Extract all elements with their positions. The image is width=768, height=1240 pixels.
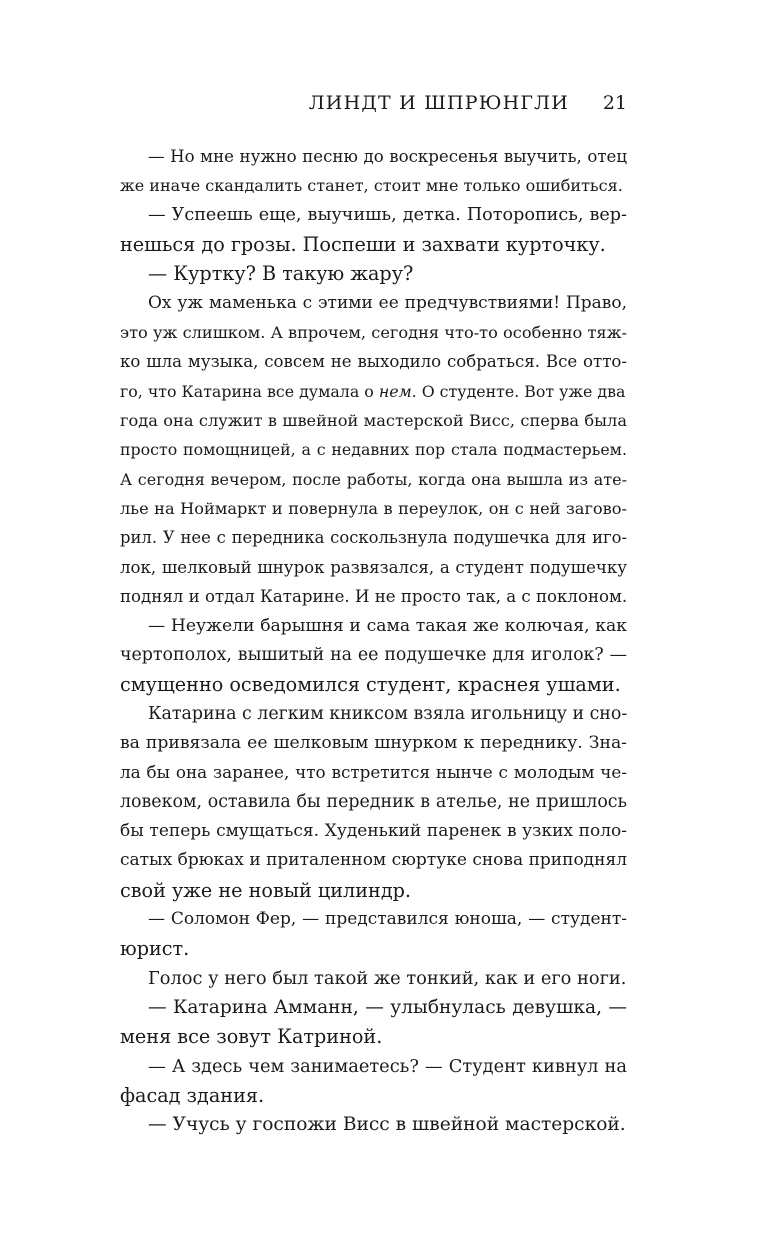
text-line: лье на Ноймаркт и повернула в переулок, он с ней загово- bbox=[120, 499, 627, 519]
text-line: — Неужели барышня и сама такая же колючая, как bbox=[148, 615, 627, 636]
text-line: ва привязала ее шелковым шнурком к переднику. Зна- bbox=[120, 732, 627, 753]
text-line: фасад здания. bbox=[120, 1084, 265, 1107]
text-line: Катарина с легким книксом взяла игольницу и сно- bbox=[148, 703, 628, 724]
text-line: смущенно осведомился студент, краснея ушами. bbox=[120, 673, 621, 697]
text-line: рил. У нее с передника соскользнула подушечка для иго- bbox=[120, 528, 627, 548]
text-line: свой уже не новый цилиндр. bbox=[120, 878, 412, 902]
text-line: ла бы она заранее, что встретится нынче с молодым че- bbox=[120, 762, 627, 783]
running-header bbox=[120, 92, 627, 120]
text-line: просто помощницей, а с недавних пор стала подмастерьем. bbox=[120, 440, 627, 460]
text-segment: . О студенте. Вот уже два bbox=[411, 381, 626, 401]
text-line: сатых брюках и приталенном сюртуке снова приподнял bbox=[120, 850, 627, 871]
text-line: года она служит в швейной мастерской Висс, сперва была bbox=[120, 411, 627, 431]
text-line: ко шла музыка, совсем не выходило собраться. Все отто- bbox=[120, 352, 627, 372]
text-line: нешься до грозы. Поспеши и захвати курточку. bbox=[120, 233, 606, 257]
running-title: ЛИНДТ И ШПРЮНГЛИ bbox=[308, 92, 569, 114]
italic-emphasis: нем bbox=[378, 381, 412, 401]
text-line: — Учусь у госпожи Висс в швейной мастерской. bbox=[148, 1114, 626, 1136]
text-line: юрист. bbox=[120, 937, 190, 961]
text-line: — Успеешь еще, выучишь, детка. Поторопись, вер- bbox=[148, 204, 627, 225]
text-line: Ох уж маменька с этими ее предчувствиями! Право, bbox=[148, 292, 627, 313]
text-line: — Соломон Фер, — представился юноша, — студент- bbox=[148, 908, 627, 929]
text-line: Голос у него был такой же тонкий, как и его ноги. bbox=[148, 967, 627, 989]
text-line: — Но мне нужно песню до воскресенья выучить, отец bbox=[148, 147, 627, 166]
text-line: меня все зовут Катриной. bbox=[120, 1025, 383, 1049]
text-line: ловеком, оставила бы передник в ателье, не пришлось bbox=[120, 791, 627, 812]
text-line: поднял и отдал Катарине. И не просто так, а с поклоном. bbox=[120, 587, 628, 607]
text-line: — Куртку? В такую жару? bbox=[148, 262, 414, 286]
text-line: — Катарина Амманн, — улыбнулась девушка, — bbox=[148, 996, 627, 1018]
text-line: лок, шелковый шнурок развязался, а студент подушечку bbox=[120, 557, 627, 577]
text-line-with-emphasis bbox=[120, 377, 627, 406]
text-line: это уж слишком. А впрочем, сегодня что-то особенно тяж- bbox=[120, 323, 627, 343]
text-line: — А здесь чем занимаетесь? — Студент кивнул на bbox=[148, 1055, 627, 1077]
text-segment: го, что Катарина все думала о bbox=[120, 381, 379, 401]
text-line: А сегодня вечером, после работы, когда она вышла из ате- bbox=[120, 469, 627, 489]
body-text bbox=[120, 142, 627, 1140]
text-line: чертополох, вышитый на ее подушечке для иголок? — bbox=[120, 644, 627, 665]
page-number: 21 bbox=[602, 92, 627, 114]
text-line: бы теперь смущаться. Худенький паренек в узких поло- bbox=[120, 820, 627, 841]
text-line: же иначе скандалить станет, стоит мне только ошибиться. bbox=[120, 176, 623, 196]
